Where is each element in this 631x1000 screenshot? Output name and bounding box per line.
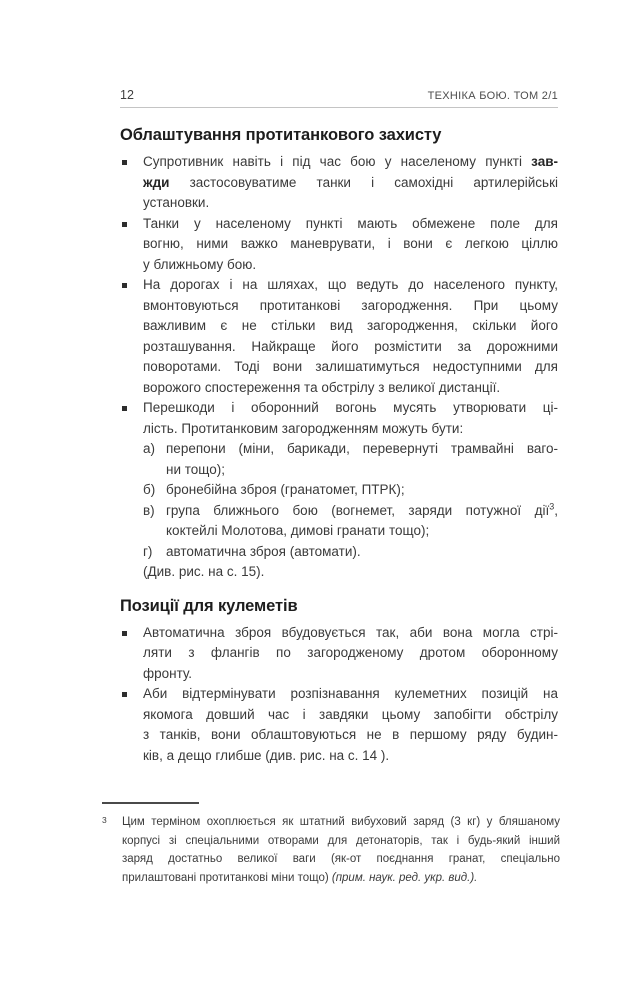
- letter-label: б): [143, 482, 156, 497]
- bullet-item: [120, 398, 558, 439]
- letter-item: [143, 439, 558, 480]
- text-line: [143, 705, 558, 726]
- text-segment: (Див. рис. на с. 15).: [143, 564, 265, 579]
- bullet-marker-icon: [122, 692, 127, 697]
- text-line: [143, 725, 558, 746]
- running-header: [120, 88, 558, 108]
- text-segment: група ближнього бою (вогнемет, заряди потужної дії: [166, 502, 550, 518]
- text-segment: Аби відтермінувати розпізнавання кулеметних позицій на: [143, 686, 558, 701]
- paragraph: [143, 562, 558, 583]
- text-segment: Цим терміном охоплюється як штатний вибуховий заряд (3 кг) у бляшаному: [122, 816, 560, 828]
- text-line: [143, 214, 558, 235]
- bullet-marker-icon: [122, 631, 127, 636]
- text-line: [143, 357, 558, 378]
- text-line: [143, 316, 558, 337]
- text-line: [143, 562, 558, 583]
- text-segment: Супротивник навіть і під час бою у населеному пункті: [143, 154, 532, 169]
- text-line: [143, 152, 558, 173]
- running-title: ТЕХНІКА БОЮ. ТОМ 2/1: [427, 90, 558, 102]
- text-line: [166, 439, 558, 460]
- section-heading: Позиції для кулеметів: [120, 596, 298, 615]
- text-segment: ворожого спостереження та обстрілу з великої дистанції.: [143, 379, 501, 395]
- text-line: [122, 850, 560, 869]
- text-segment: лість. Протитанковим загородженням можуть бути:: [143, 420, 464, 436]
- text-line: [166, 480, 558, 501]
- text-line: [122, 832, 560, 851]
- text-segment: корпусі зі спеціальними отворами для детонаторів, так і будь-який інший: [122, 834, 560, 847]
- text-line: [122, 869, 560, 888]
- letter-label: г): [143, 543, 153, 559]
- text-segment: автоматична зброя (автомати).: [166, 543, 361, 559]
- text-segment: (прим. наук. ред. укр. вид.).: [331, 871, 478, 884]
- text-line: [143, 398, 558, 419]
- text-segment: бронебійна зброя (гранатомет, ПТРК);: [166, 482, 405, 497]
- bullet-item: [120, 214, 558, 276]
- footnote-marker: 3: [102, 815, 107, 825]
- text-segment: 3: [549, 501, 555, 511]
- text-line: [166, 542, 558, 563]
- text-segment: фронту.: [143, 665, 193, 681]
- text-segment: перепони (міни, барикади, перевернуті трамвайні ваго-: [166, 441, 558, 456]
- bullet-marker-icon: [122, 406, 127, 411]
- bullet-marker-icon: [122, 222, 127, 227]
- text-segment: вогню, ними важко маневрувати, і вони є легкою ціллю: [143, 236, 558, 251]
- text-line: [143, 419, 558, 440]
- text-segment: коктейлі Молотова, димові гранати тощо);: [166, 523, 430, 538]
- footnote-text: [122, 813, 560, 887]
- text-line: [143, 255, 558, 276]
- text-segment: якомога довший час і завдяки цьому запобігти обстрілу: [143, 706, 558, 722]
- letter-label: в): [143, 502, 155, 518]
- text-segment: ляти з флангів по загородженому дротом оборонному: [143, 645, 558, 660]
- text-segment: у ближньому бою.: [143, 256, 257, 272]
- text-segment: застосовуватиме танки і самохідні артилерійські: [169, 174, 558, 190]
- bullet-marker-icon: [122, 283, 127, 288]
- bullet-marker-icon: [122, 160, 127, 165]
- text-line: [143, 296, 558, 317]
- bullet-item: [120, 623, 558, 685]
- section-heading: Облаштування протитанкового захисту: [120, 126, 442, 144]
- text-line: [166, 501, 558, 522]
- text-line: [143, 275, 558, 296]
- text-segment: На дорогах і на шляхах, що ведуть до населеного пункту,: [143, 277, 558, 292]
- text-segment: установки.: [143, 195, 210, 210]
- text-segment: Перешкоди і оборонний вогонь мусять утворювати ці-: [143, 400, 558, 415]
- letter-item: [143, 480, 558, 501]
- text-segment: з танків, вони облаштовуються не в першому ряду будин-: [143, 727, 558, 742]
- page-content: [120, 124, 558, 766]
- text-line: [143, 746, 558, 767]
- text-segment: ни тощо);: [166, 461, 225, 477]
- text-segment: Автоматична зброя вбудовується так, аби вона могла стрі-: [143, 624, 558, 640]
- text-line: [143, 664, 558, 685]
- text-line: [143, 337, 558, 358]
- text-segment: розташування. Найкраще його розмістити за дорожними: [143, 338, 558, 354]
- text-segment: заряд достатньо великої ваги (як-от поєднання гранат, спеціально: [122, 853, 560, 865]
- text-line: [143, 684, 558, 705]
- letter-label: а): [143, 441, 156, 456]
- text-line: [166, 521, 558, 542]
- text-line: [143, 643, 558, 664]
- letter-item: [143, 501, 558, 542]
- text-segment: жди: [143, 174, 170, 190]
- text-segment: зав-: [531, 154, 558, 169]
- text-segment: поворотами. Тоді вони залишатимуться недоступними для: [143, 359, 558, 374]
- text-line: [143, 378, 558, 399]
- bullet-item: [120, 152, 558, 214]
- text-segment: Танки у населеному пункті мають обмежене поле для: [143, 215, 558, 231]
- text-segment: ків, а дещо глибше (див. рис. на с. 14 ).: [143, 747, 390, 763]
- text-segment: вмонтовуються протитанкові загородження. При цьому: [143, 297, 558, 313]
- text-line: [143, 193, 558, 214]
- footnote-separator: [102, 802, 199, 804]
- text-line: [143, 234, 558, 255]
- text-line: [166, 460, 558, 481]
- footnote-area: [100, 802, 560, 887]
- bullet-item: [120, 684, 558, 766]
- bullet-item: [120, 275, 558, 398]
- text-segment: прилаштовані протитанкові міни тощо): [122, 871, 332, 884]
- text-segment: важливим є не стільки вид загородження, скільки його: [143, 318, 558, 333]
- footnote: [100, 813, 560, 887]
- page-number: 12: [120, 88, 134, 102]
- letter-item: [143, 542, 558, 563]
- text-line: [122, 813, 560, 832]
- text-line: [143, 173, 558, 194]
- text-segment: ,: [554, 502, 558, 518]
- text-line: [143, 623, 558, 644]
